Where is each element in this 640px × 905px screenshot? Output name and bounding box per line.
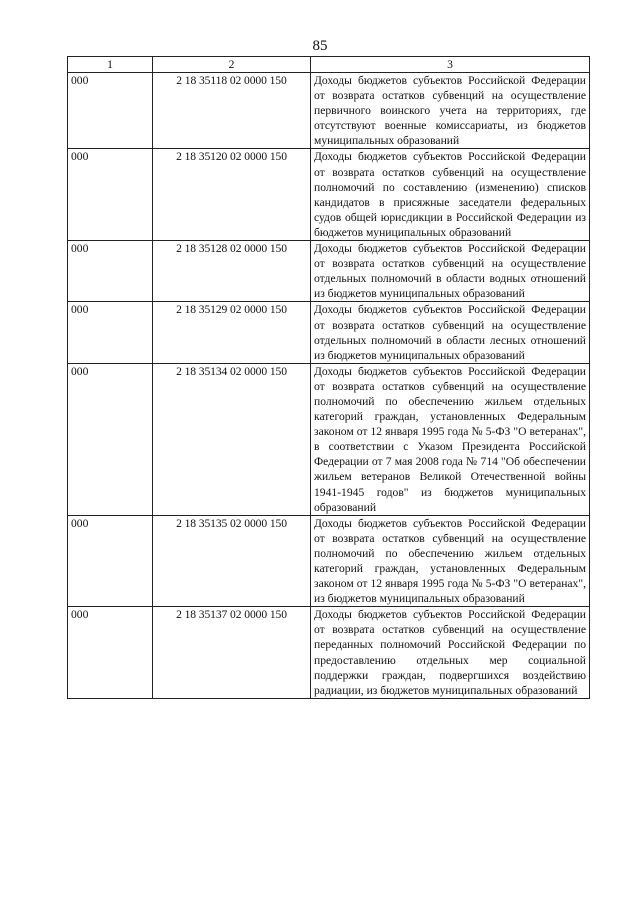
table-row — [68, 241, 590, 302]
admin-code-cell: 000 — [68, 149, 153, 241]
description-cell: Доходы бюджетов субъектов Российской Федерации от возврата остатков субвенций на осуществление полномочий по обеспечению жильем отдельных категорий граждан, установленных Федеральным законом от 12 января 1995 года № 5-ФЗ "О ветеранах", в соответствии с Указом Президента Российской Федерации от 7 мая 2008 года № 714 "Об обеспечении жильем ветеранов Великой Отечественной войны 1941-1945 годов" из бюджетов муниципальных образований — [311, 363, 590, 515]
budget-code-cell: 2 18 35135 02 0000 150 — [153, 515, 311, 607]
admin-code-cell: 000 — [68, 241, 153, 302]
description-cell: Доходы бюджетов субъектов Российской Федерации от возврата остатков субвенций на осуществление первичного воинского учета на территориях, где отсутствуют военные комиссариаты, из бюджетов муниципальных образований — [311, 73, 590, 149]
budget-income-table — [67, 56, 590, 699]
table-row — [68, 607, 590, 699]
budget-code-cell: 2 18 35120 02 0000 150 — [153, 149, 311, 241]
column-header-2: 2 — [153, 57, 311, 73]
description-cell: Доходы бюджетов субъектов Российской Федерации от возврата остатков субвенций на осуществление отдельных полномочий в области лесных отношений из бюджетов муниципальных образований — [311, 302, 590, 363]
budget-code-cell: 2 18 35128 02 0000 150 — [153, 241, 311, 302]
description-cell: Доходы бюджетов субъектов Российской Федерации от возврата остатков субвенций на осуществление отдельных полномочий в области водных отношений из бюджетов муниципальных образований — [311, 241, 590, 302]
table-row — [68, 515, 590, 607]
admin-code-cell: 000 — [68, 73, 153, 149]
column-header-3: 3 — [311, 57, 590, 73]
table-row — [68, 73, 590, 149]
page-number: 85 — [312, 38, 328, 54]
table-header-row — [68, 57, 590, 73]
column-header-1: 1 — [68, 57, 153, 73]
admin-code-cell: 000 — [68, 363, 153, 515]
table-row — [68, 149, 590, 241]
description-cell: Доходы бюджетов субъектов Российской Федерации от возврата остатков субвенций на осуществление переданных полномочий Российской Федерации по предоставлению отдельных мер социальной поддержки граждан, подвергшихся воздействию радиации, из бюджетов муниципальных образований — [311, 607, 590, 699]
description-cell: Доходы бюджетов субъектов Российской Федерации от возврата остатков субвенций на осуществление полномочий по обеспечению жильем отдельных категорий граждан, установленных Федеральным законом от 12 января 1995 года № 5-ФЗ "О ветеранах", из бюджетов муниципальных образований — [311, 515, 590, 607]
budget-code-cell: 2 18 35129 02 0000 150 — [153, 302, 311, 363]
budget-code-cell: 2 18 35134 02 0000 150 — [153, 363, 311, 515]
admin-code-cell: 000 — [68, 515, 153, 607]
budget-code-cell: 2 18 35118 02 0000 150 — [153, 73, 311, 149]
budget-code-cell: 2 18 35137 02 0000 150 — [153, 607, 311, 699]
admin-code-cell: 000 — [68, 607, 153, 699]
description-cell: Доходы бюджетов субъектов Российской Федерации от возврата остатков субвенций на осуществление полномочий по составлению (изменению) списков кандидатов в присяжные заседатели федеральных судов общей юрисдикции в Российской Федерации из бюджетов муниципальных образований — [311, 149, 590, 241]
table-row — [68, 302, 590, 363]
table-row — [68, 363, 590, 515]
admin-code-cell: 000 — [68, 302, 153, 363]
